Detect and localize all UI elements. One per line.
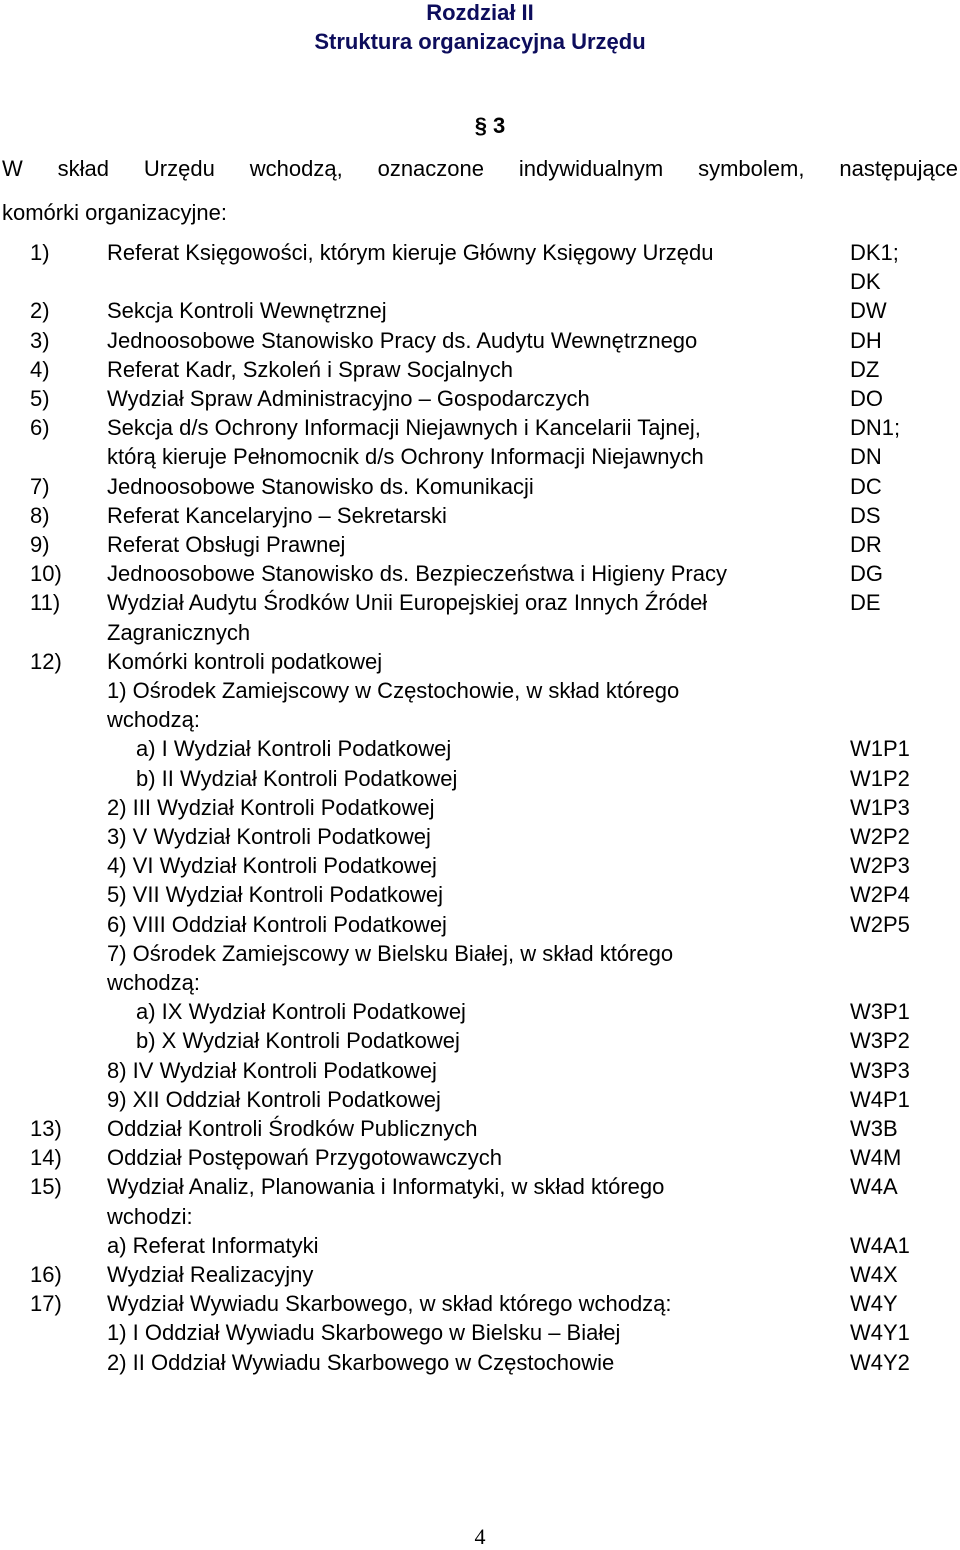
list-item xyxy=(0,764,960,793)
list-item xyxy=(0,1348,960,1377)
list-item xyxy=(0,676,960,705)
item-symbol: W4P1 xyxy=(850,1086,910,1112)
list-item xyxy=(0,1231,960,1260)
item-symbol: W2P2 xyxy=(850,824,910,849)
list-item xyxy=(0,588,960,617)
item-label: 2) II Oddział Wywiadu Skarbowego w Częstochowie xyxy=(107,1349,615,1375)
item-number: 8) xyxy=(30,502,50,528)
item-label: 1) I Oddział Wywiadu Skarbowego w Bielsku – Białej xyxy=(107,1320,621,1346)
item-label: 8) IV Wydział Kontroli Podatkowej xyxy=(107,1057,437,1083)
item-label: Sekcja Kontroli Wewnętrznej xyxy=(107,298,387,324)
list-item xyxy=(0,1085,960,1114)
item-label: 7) Ośrodek Zamiejscowy w Bielsku Białej, w skład którego xyxy=(107,940,674,966)
item-number: 1) xyxy=(30,240,50,265)
item-symbol: W4Y1 xyxy=(850,1320,910,1346)
list-item xyxy=(0,530,960,559)
item-label: b) II Wydział Kontroli Podatkowej xyxy=(136,765,458,791)
item-label: a) I Wydział Kontroli Podatkowej xyxy=(136,736,452,762)
item-label: Jednoosobowe Stanowisko ds. Komunikacji xyxy=(107,473,534,499)
item-symbol: DO xyxy=(850,386,883,411)
list-item xyxy=(0,1056,960,1085)
list-item xyxy=(0,326,960,355)
list-item xyxy=(0,413,960,442)
list-item xyxy=(0,1114,960,1143)
list-item xyxy=(0,472,960,501)
item-label: 3) V Wydział Kontroli Podatkowej xyxy=(107,824,431,849)
list-item xyxy=(0,355,960,384)
list-item xyxy=(0,647,960,676)
item-number: 3) xyxy=(30,327,50,353)
list-item xyxy=(0,705,960,734)
list-item xyxy=(0,618,960,647)
intro-text-line-2: komórki organizacyjne: xyxy=(2,200,227,225)
item-symbol: W4M xyxy=(850,1145,902,1171)
list-item xyxy=(0,1143,960,1172)
item-label: Referat Księgowości, którym kieruje Główny Księgowy Urzędu xyxy=(107,240,714,265)
item-label: Referat Obsługi Prawnej xyxy=(107,532,346,557)
item-label: którą kieruje Pełnomocnik d/s Ochrony Informacji Niejawnych xyxy=(107,444,704,470)
item-label: wchodzą: xyxy=(107,707,200,733)
item-symbol: DC xyxy=(850,473,882,499)
item-label: 2) III Wydział Kontroli Podatkowej xyxy=(107,794,435,820)
item-label: Oddział Postępowań Przygotowawczych xyxy=(107,1145,502,1171)
item-symbol: DN xyxy=(850,444,882,470)
item-label: 1) Ośrodek Zamiejscowy w Częstochowie, w skład którego xyxy=(107,678,680,703)
item-symbol: DK xyxy=(850,269,881,295)
item-label: b) X Wydział Kontroli Podatkowej xyxy=(136,1028,460,1054)
list-item xyxy=(0,939,960,968)
item-symbol: W2P3 xyxy=(850,853,910,879)
item-symbol: W4A xyxy=(850,1174,898,1200)
item-number: 5) xyxy=(30,386,50,411)
item-number: 12) xyxy=(30,648,62,674)
item-symbol: W4Y xyxy=(850,1291,898,1317)
list-item xyxy=(0,1289,960,1318)
item-number: 7) xyxy=(30,473,50,499)
item-label: a) Referat Informatyki xyxy=(107,1232,319,1258)
list-item xyxy=(0,267,960,296)
chapter-subtitle: Struktura organizacyjna Urzędu xyxy=(314,29,646,54)
item-label: Sekcja d/s Ochrony Informacji Niejawnych i Kancelarii Tajnej, xyxy=(107,415,701,441)
list-item xyxy=(0,822,960,851)
item-label: wchodzi: xyxy=(107,1203,193,1229)
item-symbol: W3P2 xyxy=(850,1028,910,1054)
item-symbol: W4X xyxy=(850,1262,898,1287)
list-item xyxy=(0,880,960,909)
paragraph-number: § 3 xyxy=(474,113,506,138)
item-label: Referat Kancelaryjno – Sekretarski xyxy=(107,502,447,528)
list-item xyxy=(0,296,960,325)
item-symbol: W2P4 xyxy=(850,882,910,908)
item-label: Komórki kontroli podatkowej xyxy=(107,648,383,674)
item-number: 13) xyxy=(30,1116,62,1141)
item-label: 4) VI Wydział Kontroli Podatkowej xyxy=(107,853,437,879)
item-number: 6) xyxy=(30,415,50,441)
item-number: 10) xyxy=(30,561,62,587)
intro-text-line-1: W skład Urzędu wchodzą, oznaczone indywidualnym symbolem, następujące xyxy=(2,156,958,181)
item-label: Wydział Audytu Środków Unii Europejskiej oraz Innych Źródeł xyxy=(107,590,708,616)
item-symbol: DG xyxy=(850,561,883,587)
item-symbol: DE xyxy=(850,590,881,616)
list-item xyxy=(0,793,960,822)
list-item xyxy=(0,734,960,763)
list-item xyxy=(0,559,960,588)
list-item xyxy=(0,1172,960,1201)
item-label: Zagranicznych xyxy=(107,619,251,645)
item-symbol: DW xyxy=(850,298,887,324)
item-symbol: W1P1 xyxy=(850,736,910,762)
item-number: 15) xyxy=(30,1174,62,1200)
list-item xyxy=(0,1260,960,1289)
list-item xyxy=(0,384,960,413)
list-item xyxy=(0,501,960,530)
list-item xyxy=(0,968,960,997)
item-label: Oddział Kontroli Środków Publicznych xyxy=(107,1116,478,1141)
item-label: wchodzą: xyxy=(107,970,200,995)
item-label: 6) VIII Oddział Kontroli Podatkowej xyxy=(107,911,447,937)
page-number: 4 xyxy=(474,1524,486,1549)
item-symbol: W1P2 xyxy=(850,765,910,791)
list-item xyxy=(0,1318,960,1347)
item-number: 14) xyxy=(30,1145,62,1171)
item-number: 4) xyxy=(30,356,50,382)
item-symbol: DR xyxy=(850,532,882,557)
item-label: Jednoosobowe Stanowisko Pracy ds. Audytu Wewnętrznego xyxy=(107,327,698,353)
item-label: a) IX Wydział Kontroli Podatkowej xyxy=(136,999,466,1025)
item-label: Jednoosobowe Stanowisko ds. Bezpieczeństwa i Higieny Pracy xyxy=(107,561,727,587)
list-item xyxy=(0,997,960,1026)
list-item xyxy=(0,1026,960,1055)
item-symbol: DH xyxy=(850,327,882,353)
item-number: 17) xyxy=(30,1291,62,1317)
item-number: 11) xyxy=(30,590,61,616)
item-label: Wydział Analiz, Planowania i Informatyki, w skład którego xyxy=(107,1174,665,1200)
item-number: 9) xyxy=(30,532,50,557)
item-symbol: DN1; xyxy=(850,415,901,441)
item-symbol: DS xyxy=(850,502,881,528)
item-label: 9) XII Oddział Kontroli Podatkowej xyxy=(107,1086,441,1112)
list-item xyxy=(0,238,960,267)
item-symbol: DK1; xyxy=(850,240,899,265)
item-symbol: W4A1 xyxy=(850,1232,910,1258)
item-number: 2) xyxy=(30,298,50,324)
item-label: Referat Kadr, Szkoleń i Spraw Socjalnych xyxy=(107,356,513,382)
item-label: 5) VII Wydział Kontroli Podatkowej xyxy=(107,882,444,908)
list-item xyxy=(0,1202,960,1231)
list-item xyxy=(0,442,960,471)
item-label: Wydział Realizacyjny xyxy=(107,1262,314,1287)
item-symbol: W2P5 xyxy=(850,911,910,937)
item-symbol: DZ xyxy=(850,356,880,382)
item-symbol: W3P3 xyxy=(850,1057,910,1083)
list-item xyxy=(0,910,960,939)
item-symbol: W1P3 xyxy=(850,794,910,820)
item-label: Wydział Wywiadu Skarbowego, w skład którego wchodzą: xyxy=(107,1291,672,1317)
item-number: 16) xyxy=(30,1262,62,1287)
item-label: Wydział Spraw Administracyjno – Gospodarczych xyxy=(107,386,590,411)
chapter-title: Rozdział II xyxy=(426,0,534,25)
item-symbol: W3P1 xyxy=(850,999,910,1025)
item-symbol: W4Y2 xyxy=(850,1349,910,1375)
item-symbol: W3B xyxy=(850,1116,898,1141)
list-item xyxy=(0,851,960,880)
